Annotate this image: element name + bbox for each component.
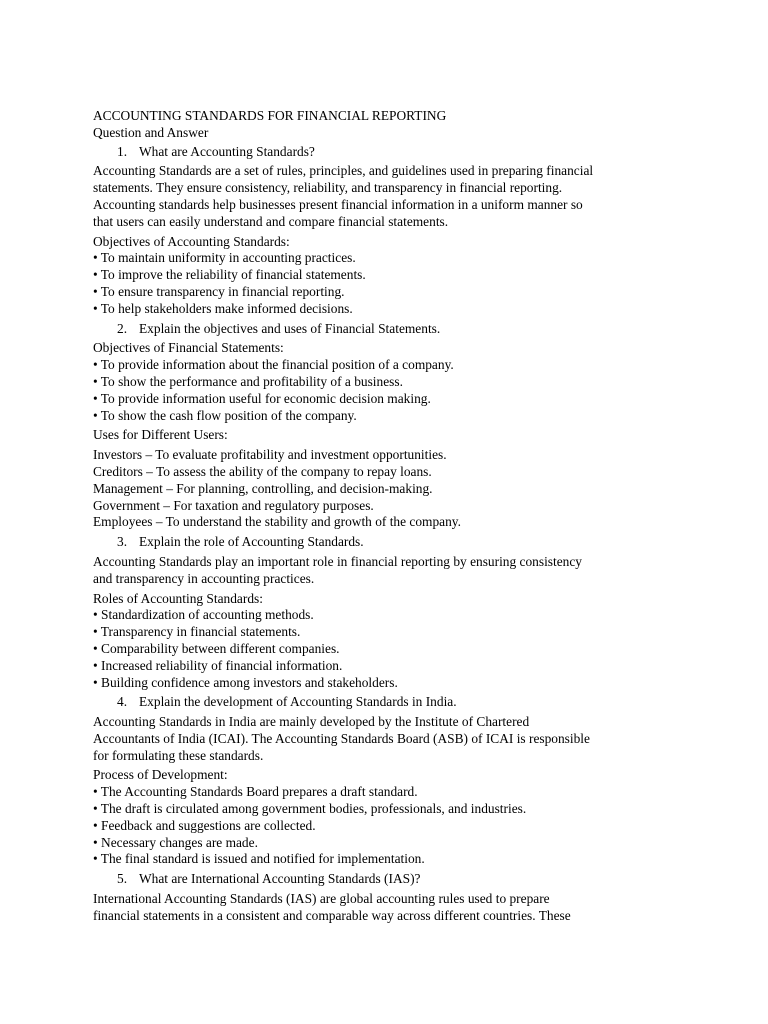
answer-1-paragraph	[93, 163, 683, 230]
list-heading: Process of Development:	[93, 767, 228, 783]
question-3-text: Explain the role of Accounting Standards.	[139, 534, 364, 550]
answer-3-line: Accounting Standards play an important role in financial reporting by ensuring consistency	[93, 553, 583, 569]
answer-5-line: International Accounting Standards (IAS) are global accounting rules used to prepare	[93, 891, 550, 907]
bullet-item: • To maintain uniformity in accounting practices.	[93, 250, 356, 266]
bullet-item: • The draft is circulated among government bodies, professionals, and industries.	[93, 801, 527, 817]
answer-1-line: that users can easily understand and compare financial statements.	[93, 213, 449, 229]
bullet-item: • Feedback and suggestions are collected.	[93, 817, 316, 833]
list-heading: Objectives of Financial Statements:	[93, 340, 284, 356]
list-heading: Roles of Accounting Standards:	[93, 590, 263, 606]
user-item: Employees – To understand the stability and growth of the company.	[93, 514, 461, 530]
user-item: Creditors – To assess the ability of the company to repay loans.	[93, 463, 432, 479]
bullet-item: • Increased reliability of financial information.	[93, 657, 343, 673]
answer-1-line: Accounting Standards are a set of rules, principles, and guidelines used in preparing financial	[93, 163, 594, 179]
bullet-item: • To ensure transparency in financial reporting.	[93, 283, 345, 299]
answer-3-list	[93, 591, 683, 692]
question-2-text: Explain the objectives and uses of Financial Statements.	[139, 320, 441, 336]
question-2-number: 2.	[117, 320, 128, 336]
bullet-item: • To show the performance and profitability of a business.	[93, 373, 403, 389]
bullet-item: • The final standard is issued and notified for implementation.	[93, 851, 425, 867]
answer-4-line: for formulating these standards.	[93, 747, 264, 763]
user-item: Management – For planning, controlling, and decision-making.	[93, 480, 433, 496]
document-title: ACCOUNTING STANDARDS FOR FINANCIAL REPORTING	[93, 108, 447, 123]
answer-3-line: and transparency in accounting practices.	[93, 570, 315, 586]
bullet-item: • To provide information about the financial position of a company.	[93, 357, 454, 373]
user-item: Government – For taxation and regulatory purposes.	[93, 497, 374, 513]
users-list	[93, 447, 683, 531]
answer-4-paragraph	[93, 714, 683, 764]
user-item: Investors – To evaluate profitability and investment opportunities.	[93, 447, 447, 463]
bullet-item: • Transparency in financial statements.	[93, 624, 301, 640]
question-5-number: 5.	[117, 871, 128, 887]
answer-5-line: financial statements in a consistent and comparable way across different countries. These	[93, 907, 571, 923]
bullet-item: • To show the cash flow position of the company.	[93, 407, 357, 423]
bullet-item: • To improve the reliability of financial statements.	[93, 267, 366, 283]
question-5	[93, 871, 683, 888]
answer-1-list	[93, 234, 683, 318]
bullet-item: • Building confidence among investors and stakeholders.	[93, 674, 398, 690]
question-4	[93, 694, 683, 711]
answer-2-list	[93, 340, 683, 424]
users-heading-block	[93, 427, 683, 444]
question-5-text: What are International Accounting Standards (IAS)?	[139, 871, 421, 887]
answer-1-line: statements. They ensure consistency, reliability, and transparency in financial reporting.	[93, 180, 563, 196]
question-3-number: 3.	[117, 534, 128, 550]
bullet-item: • The Accounting Standards Board prepares a draft standard.	[93, 784, 418, 800]
bullet-item: • Standardization of accounting methods.	[93, 607, 314, 623]
bullet-item: • To provide information useful for economic decision making.	[93, 390, 431, 406]
bullet-item: • Necessary changes are made.	[93, 834, 258, 850]
answer-4-list	[93, 767, 683, 868]
answer-1-line: Accounting standards help businesses present financial information in a uniform manner so	[93, 196, 583, 212]
question-1-number: 1.	[117, 143, 128, 159]
document-page	[93, 108, 683, 928]
question-4-number: 4.	[117, 694, 128, 710]
question-2	[93, 321, 683, 338]
question-1	[93, 144, 683, 161]
bullet-item: • To help stakeholders make informed decisions.	[93, 300, 353, 316]
answer-5-paragraph	[93, 891, 683, 925]
answer-4-line: Accountants of India (ICAI). The Accounting Standards Board (ASB) of ICAI is responsible	[93, 730, 590, 746]
answer-3-paragraph	[93, 554, 683, 588]
list-heading: Objectives of Accounting Standards:	[93, 233, 290, 249]
answer-4-line: Accounting Standards in India are mainly developed by the Institute of Chartered	[93, 714, 530, 730]
question-1-text: What are Accounting Standards?	[139, 143, 315, 159]
document-subtitle: Question and Answer	[93, 124, 209, 140]
question-4-text: Explain the development of Accounting Standards in India.	[139, 694, 457, 710]
users-heading: Uses for Different Users:	[93, 427, 228, 443]
bullet-item: • Comparability between different companies.	[93, 640, 340, 656]
question-3	[93, 534, 683, 551]
